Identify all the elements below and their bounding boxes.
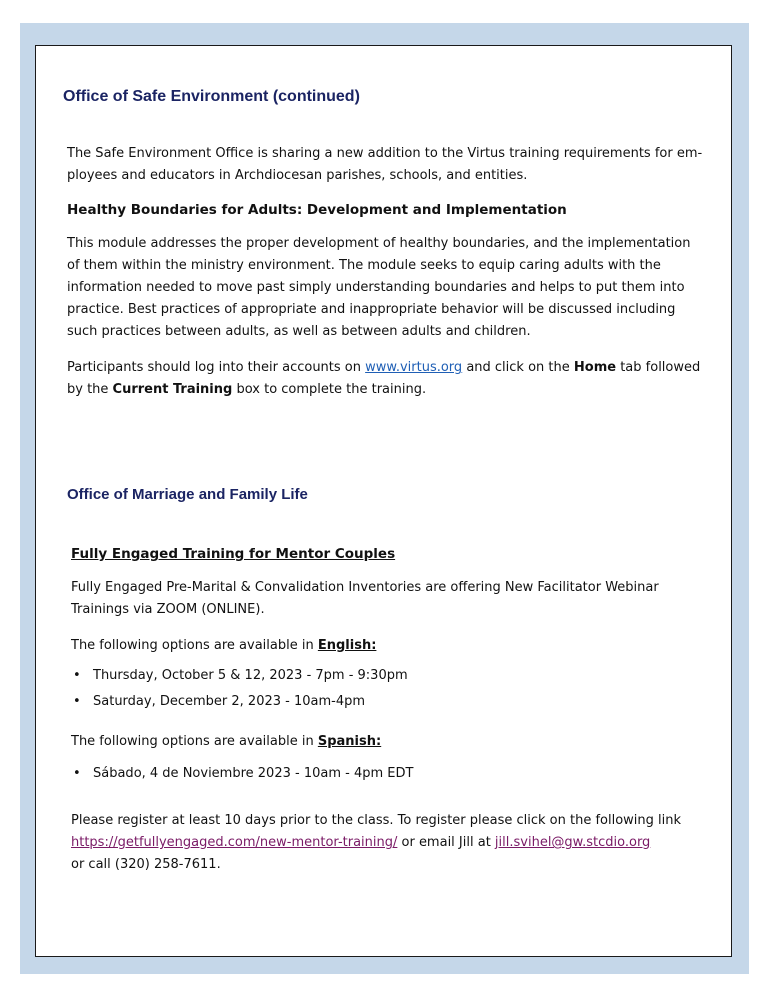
login-text-mid1: and click on the (462, 360, 574, 375)
english-options-list (71, 665, 408, 713)
bullet-icon: • (73, 668, 81, 683)
english-options-intro (71, 635, 376, 657)
module-description: This module addresses the proper development of healthy boundaries, and the implementation of them within the ministry environment. The module seeks to equip caring adults with the information needed to move past simply understanding boundaries and helps to put them into practice. Best practices of appropriate and inappropriate behavior will be discussed including such practices between adults, as well as between adults and children. (67, 236, 691, 339)
register-text: Please register at least 10 days prior to the class. To register please click on the following link (71, 813, 682, 828)
email-link[interactable]: jill.svihel@gw.stcdio.org (494, 835, 651, 850)
newsletter-page (35, 45, 732, 957)
virtus-link[interactable]: www.virtus.org (365, 360, 463, 375)
register-mid-text: or email Jill at (397, 835, 495, 850)
mentor-training-intro: Fully Engaged Pre-Marital & Convalidation Inventories are offering New Facilitator Webinar Trainings via ZOOM (ONLINE). (71, 580, 659, 617)
english-option: • Saturday, December 2, 2023 - 10am-4pm (71, 691, 408, 713)
bullet-icon: • (73, 694, 81, 709)
bullet-icon: • (73, 766, 81, 781)
login-instructions (67, 357, 707, 401)
safe-environment-heading: Office of Safe Environment (continued) (63, 88, 360, 105)
spanish-options-intro (71, 731, 381, 753)
spanish-options-list (71, 763, 413, 785)
marriage-family-heading: Office of Marriage and Family Life (67, 486, 308, 503)
mentor-training-title: Fully Engaged Training for Mentor Couples (71, 546, 396, 562)
login-text-pre: Participants should log into their accounts on (67, 360, 366, 375)
spanish-option: • Sábado, 4 de Noviembre 2023 - 10am - 4pm EDT (71, 763, 413, 785)
home-tab-label: Home (573, 360, 617, 375)
spanish-label: Spanish: (317, 734, 382, 749)
safe-environment-intro: The Safe Environment Office is sharing a new addition to the Virtus training requirements for em-ployees and educators in Archdiocesan parishes, schools, and entities. (67, 146, 703, 183)
english-intro-text: The following options are available in (71, 638, 318, 653)
registration-info (71, 810, 711, 876)
registration-link[interactable]: https://getfullyengaged.com/new-mentor-training/ (71, 835, 398, 850)
english-label: English: (317, 638, 377, 653)
phone-text: or call (320) 258-7611. (71, 857, 221, 872)
spanish-intro-text: The following options are available in (71, 734, 318, 749)
current-training-label: Current Training (112, 382, 233, 397)
module-title: Healthy Boundaries for Adults: Development and Implementation (67, 202, 567, 218)
login-text-mid2: tab followed by the (67, 360, 701, 397)
english-option: • Thursday, October 5 & 12, 2023 - 7pm - 9:30pm (71, 665, 408, 687)
login-text-post: box to complete the training. (232, 382, 427, 397)
